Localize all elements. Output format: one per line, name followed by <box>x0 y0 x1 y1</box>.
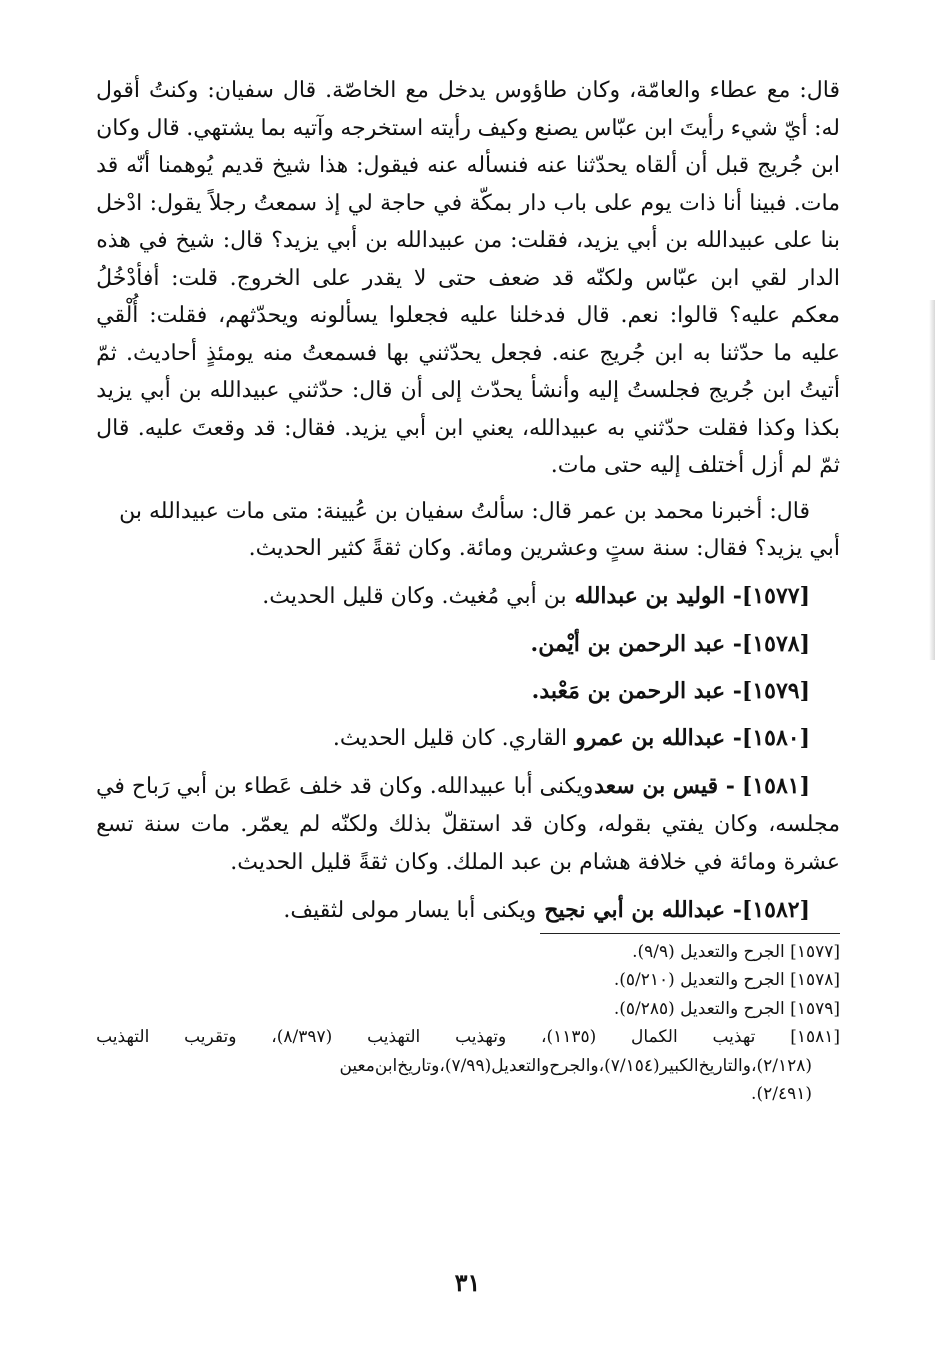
entry-text: ويكنى أبا عبيدالله. وكان قد خلف عَطاء بن أبي رَباح في <box>96 773 594 799</box>
entry-name: - عبدالله بن أبي نجيح <box>544 896 742 923</box>
entry-number: [١٥٧٩] <box>741 677 810 704</box>
page-number: ٣١ <box>454 1268 481 1297</box>
entry-name: - عبد الرحمن بن مَعْبد. <box>531 677 742 704</box>
entry-name: - قيس بن سعد <box>594 772 735 799</box>
page-text <box>96 72 840 1109</box>
text-line: أبي يزيد؟ فقال: سنة ستٍ وعشرين ومائة. وكان ثقةً كثير الحديث. <box>248 536 840 561</box>
text-line: ثمّ لم أزل أختلف إليه حتى مات. <box>550 453 840 478</box>
footnote-separator <box>540 933 840 934</box>
entry-1579 <box>96 672 840 710</box>
footnote: [١٥٧٧] الجرح والتعديل (٩/٩). <box>632 941 840 962</box>
paragraph-2 <box>96 493 840 568</box>
text-line: مجلسه، وكان يفتي بقوله، وكان قد استقلّ بذلك ولكنّه لم يعمّر. مات سنة تسع <box>96 811 840 837</box>
footnote-continuation: (٢/٤٩١). <box>751 1084 812 1104</box>
footnotes <box>96 938 840 1109</box>
entry-1582 <box>96 891 840 930</box>
entry-text: ويكنى أبا يسار مولى لثقيف. <box>283 897 537 923</box>
text-line: بنا على عبيدالله بن أبي يزيد، فقلت: من عبيدالله بن أبي يزيد؟ قال: شيخ في هذه <box>96 228 840 253</box>
text-line: بكذا وكذا فقلت حدّثني به عبيدالله، يعني ابن أبي يزيد. فقال: قد وقعتَ عليه. قال <box>96 415 840 441</box>
text-line: أتيتُ ابن جُريج فجلستُ إليه وأنشأ يحدّث إلى أن قال: حدّثني عبيدالله بن أبي يزيد <box>96 378 840 403</box>
entry-number: [١٥٧٨] <box>741 630 810 657</box>
text-line: مات. فبينا أنا ذات يوم على باب دار بمكّة في حاجة لي إذ سمعتُ رجلاً يقول: ادْخل <box>96 190 840 216</box>
entry-name: - عبد الرحمن بن أيْمن. <box>530 630 742 657</box>
entry-name: - عبدالله بن عمرو <box>575 724 742 751</box>
entry-1578 <box>96 625 840 663</box>
entry-text: بن أبي مُغيث. وكان قليل الحديث. <box>262 583 567 609</box>
text-line: معكم عليه؟ قالوا: نعم. قال فدخلنا عليه فجعلوا يسألونه ويحدّثهم، فقلت: أُلْقي <box>96 303 840 328</box>
entry-1581 <box>96 767 840 882</box>
entry-first-line <box>96 767 840 806</box>
entry-number: [١٥٨٢] <box>741 896 810 923</box>
footnote: [١٥٧٨] الجرح والتعديل (٥/٢١٠). <box>613 970 840 990</box>
text-line: قال: مع عطاء والعامّة، وكان طاؤوس يدخل مع الخاصّة. قال سفيان: وكنتُ أقول <box>96 78 840 103</box>
text-line: له: أيّ شيء رأيتَ ابن عبّاس يصنع وكيف رأيته استخرجه وآتيه بما يشتهي. قال وكان <box>96 115 840 141</box>
entry-text: القاري. كان قليل الحديث. <box>332 725 568 751</box>
text-line: ابن جُريج قبل أن ألقاه يحدّثنا عنه فنسأله عنه فيقول: هذا شيخ قديم يُوهمنا أنّه قد <box>96 153 840 178</box>
footnote: [١٥٧٩] الجرح والتعديل (٥/٢٨٥). <box>613 998 840 1019</box>
entry-name: - الوليد بن عبدالله <box>574 582 742 609</box>
text-line: الدار لقي ابن عبّاس ولكنّه قد ضعف حتى لا يقدر على الخروج. قلت: أفأدْخُلُ <box>96 265 840 291</box>
entry-number: [١٥٧٧] <box>741 582 810 609</box>
footnote-continuation: (٢/١٢٨)، والتاريخ الكبير (٧/١٥٤)، والجرح والتعديل (٧/٩٩)، وتاريخ ابن معين <box>339 1055 812 1076</box>
entry-head <box>594 767 810 806</box>
paragraph-1 <box>96 72 840 485</box>
scan-edge-shadow <box>929 300 935 660</box>
text-line: عليه ما حدّثنا به ابن جُريج عنه. فجعل يحدّثني بها فسمعتُ منه يومئذٍ أحاديث. ثمّ <box>96 340 840 366</box>
entry-number: [١٥٨٠] <box>741 724 810 751</box>
text-line: عشرة ومائة في خلافة هشام بن عبد الملك. وكان ثقةً قليل الحديث. <box>230 849 840 875</box>
entry-number: [١٥٨١] <box>741 772 810 799</box>
entry-1580 <box>96 719 840 758</box>
footnote: [١٥٨١] تهذيب الكمال (١١٣٥)، وتهذيب التهذيب (٨/٣٩٧)، وتقريب التهذيب <box>96 1027 840 1047</box>
entry-1577 <box>96 577 840 616</box>
text-line: قال: أخبرنا محمد بن عمر قال: سألتُ سفيان بن عُيينة: متى مات عبيدالله بن <box>119 498 810 524</box>
